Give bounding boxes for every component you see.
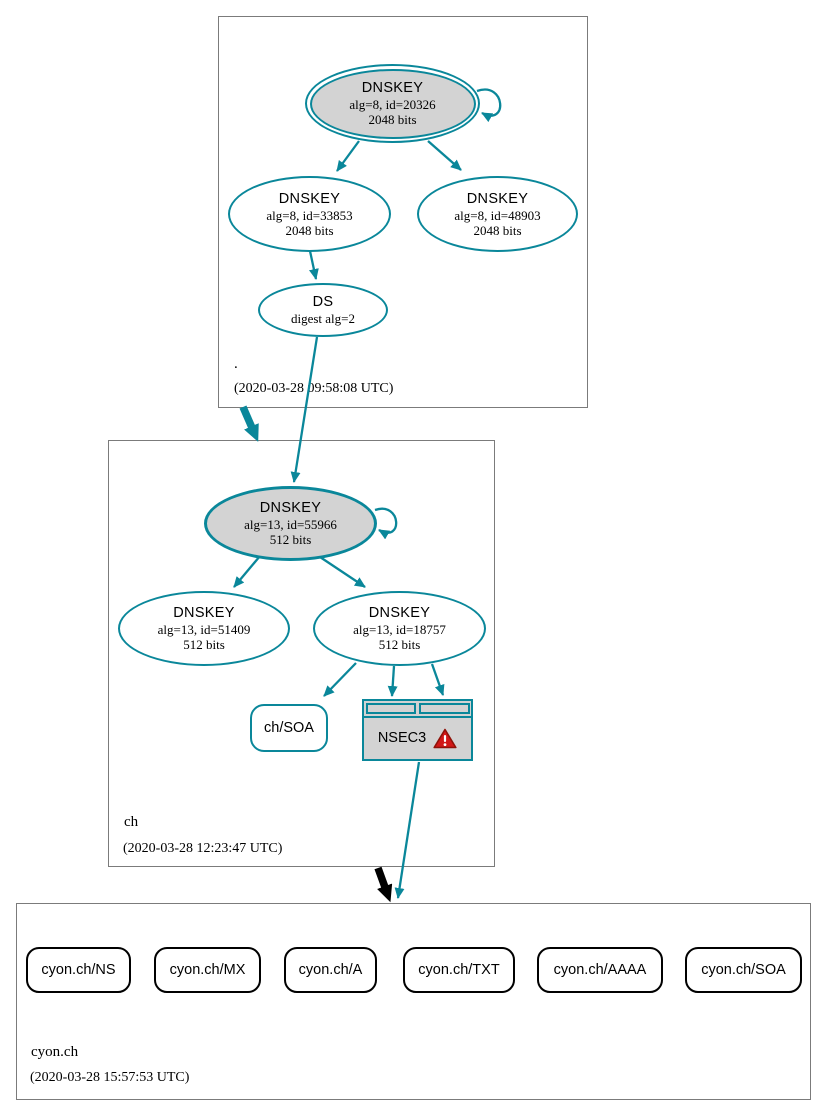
rrset-cyon-ch-soa[interactable] — [685, 947, 802, 993]
node-title: DNSKEY — [259, 500, 322, 516]
rrset-cyon-ch-mx[interactable] — [154, 947, 261, 993]
edge-delegation-ch-to-cyon-ch — [378, 868, 386, 890]
node-detail-digest: digest alg=2 — [290, 311, 356, 326]
rrset-cyon-ch-ns[interactable] — [26, 947, 131, 993]
node-detail-alg-id: alg=13, id=18757 — [353, 622, 446, 637]
zone-label-ch: ch — [124, 814, 139, 830]
root-ksk-node[interactable] — [305, 64, 480, 143]
nsec3-cell-left[interactable] — [366, 703, 417, 714]
node-detail-bits: 512 bits — [269, 532, 312, 547]
zone-timestamp-root: (2020-03-28 09:58:08 UTC) — [234, 381, 394, 396]
node-detail-alg-id: alg=13, id=55966 — [244, 517, 337, 532]
nsec3-body — [364, 716, 471, 760]
rrset-cyon-ch-aaaa[interactable] — [537, 947, 663, 993]
node-detail-bits: 512 bits — [183, 637, 225, 652]
node-detail-bits: 2048 bits — [368, 112, 417, 127]
node-title: DNSKEY — [361, 80, 424, 96]
node-detail-alg-id: alg=13, id=51409 — [157, 622, 251, 637]
node-detail-bits: 512 bits — [378, 637, 421, 652]
root-ksk-inner — [310, 69, 476, 139]
zone-timestamp-ch: (2020-03-28 12:23:47 UTC) — [123, 841, 283, 856]
ch-zsk-51409-node[interactable] — [118, 591, 290, 666]
ch-soa-node[interactable] — [250, 704, 328, 752]
node-detail-alg-id: alg=8, id=48903 — [454, 207, 541, 223]
nsec3-rrsig-cells — [366, 703, 470, 714]
rrset-label: cyon.ch/TXT — [418, 962, 500, 978]
root-zsk-48903-node[interactable] — [417, 176, 578, 252]
rrset-label: cyon.ch/NS — [41, 962, 116, 978]
node-detail-alg-id: alg=8, id=33853 — [266, 207, 353, 223]
node-detail-bits: 2048 bits — [473, 222, 522, 238]
node-title: DNSKEY — [368, 605, 431, 621]
node-detail-alg-id: alg=8, id=20326 — [349, 97, 436, 112]
root-zsk-33853-node[interactable] — [228, 176, 391, 252]
nsec3-node[interactable] — [362, 699, 473, 761]
rrset-cyon-ch-txt[interactable] — [403, 947, 515, 993]
nsec3-label: NSEC3 — [377, 730, 427, 747]
rrset-cyon-ch-a[interactable] — [284, 947, 377, 993]
rrset-label: ch/SOA — [264, 720, 314, 736]
node-title: DS — [312, 294, 334, 310]
zone-label-root: . — [234, 356, 238, 372]
node-detail-bits: 2048 bits — [285, 222, 334, 238]
rrset-label: cyon.ch/AAAA — [553, 962, 647, 978]
ch-ksk-55966-node[interactable] — [204, 486, 377, 561]
node-title: DNSKEY — [278, 190, 341, 207]
zone-label-cyon-ch: cyon.ch — [31, 1044, 79, 1060]
nsec3-cell-right[interactable] — [419, 703, 470, 714]
rrset-label: cyon.ch/A — [298, 962, 363, 978]
rrset-label: cyon.ch/MX — [169, 962, 246, 978]
edge-delegation-root-to-ch — [243, 407, 253, 430]
node-title: DNSKEY — [466, 190, 529, 207]
warning-icon — [433, 728, 457, 749]
node-title: DNSKEY — [173, 605, 235, 621]
zone-timestamp-cyon-ch: (2020-03-28 15:57:53 UTC) — [30, 1070, 190, 1085]
rrset-label: cyon.ch/SOA — [701, 962, 786, 978]
ds-node[interactable] — [258, 283, 388, 337]
ch-zsk-18757-node[interactable] — [313, 591, 486, 666]
